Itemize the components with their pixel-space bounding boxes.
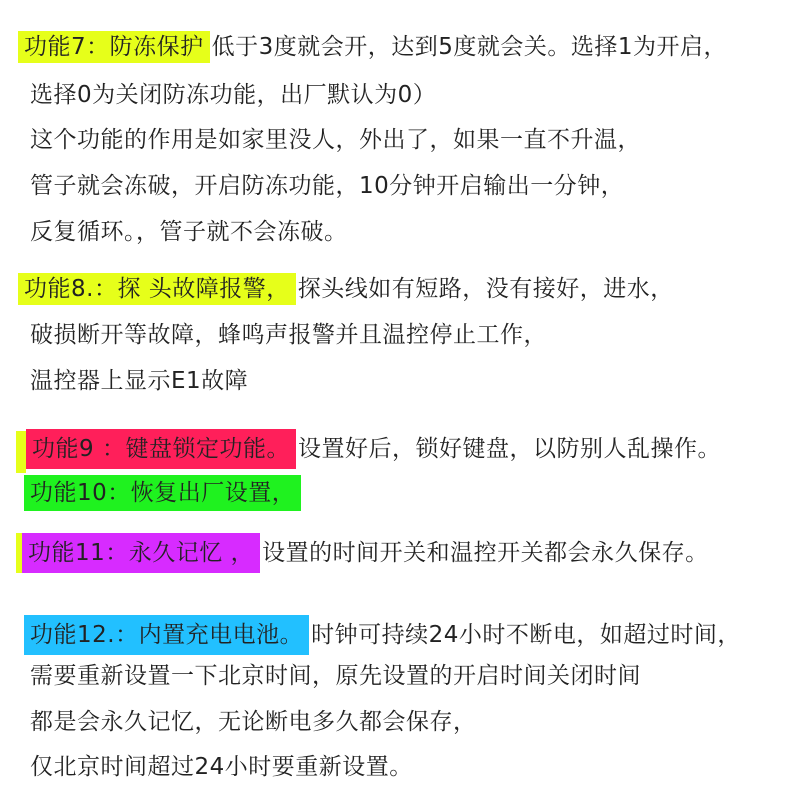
function-9-heading-line	[26, 429, 721, 469]
function-12-text-3: 都是会永久记忆，无论断电多久都会保存，	[30, 709, 477, 735]
function-7-heading-line	[18, 31, 727, 63]
function-7-text-2: 选择0为关闭防冻功能，出厂默认为0）	[30, 82, 437, 108]
function-8-text-3: 温控器上显示E1故障	[30, 368, 249, 394]
function-7-text-3: 这个功能的作用是如家里没人，外出了，如果一直不升温，	[30, 127, 641, 153]
function-10-heading-line	[24, 475, 303, 511]
function-12-text-2: 需要重新设置一下北京时间，原先设置的开启时间关闭时间	[30, 663, 641, 689]
function-7-text-4: 管子就会冻破，开启防冻功能，10分钟开启输出一分钟，	[30, 173, 625, 199]
function-12-text-1: 时钟可持续24小时不断电，如超过时间，	[311, 622, 741, 648]
function-12-heading-line	[24, 615, 741, 655]
function-7-label: 功能7：防冻保护	[18, 31, 210, 63]
function-11-text-1: 设置的时间开关和温控开关都会永久保存。	[262, 540, 709, 566]
function-10-label: 功能10：恢复出厂设置，	[24, 475, 301, 511]
function-9-label: 功能9 ：键盘锁定功能。	[26, 429, 296, 469]
function-12-text-4: 仅北京时间超过24小时要重新设置。	[30, 754, 413, 780]
highlight-edge-mark	[16, 431, 26, 473]
function-12-label: 功能12.：内置充电电池。	[24, 615, 309, 655]
function-8-text-1: 探头线如有短路，没有接好，进水，	[297, 276, 674, 302]
function-8-text-2: 破损断开等故障，蜂鸣声报警并且温控停止工作，	[30, 322, 547, 348]
function-8-heading-line	[18, 273, 674, 305]
function-8-label: 功能8.：探 头故障报警，	[18, 273, 296, 305]
function-11-label: 功能11：永久记忆 ，	[22, 533, 260, 573]
function-7-text-5: 反复循环。，管子就不会冻破。	[30, 219, 348, 245]
function-9-text-1: 设置好后，锁好键盘，以防别人乱操作。	[297, 436, 721, 462]
function-7-text-1: 低于3度就会开，达到5度就会关。选择1为开启，	[211, 34, 728, 60]
function-11-heading-line	[22, 533, 709, 573]
